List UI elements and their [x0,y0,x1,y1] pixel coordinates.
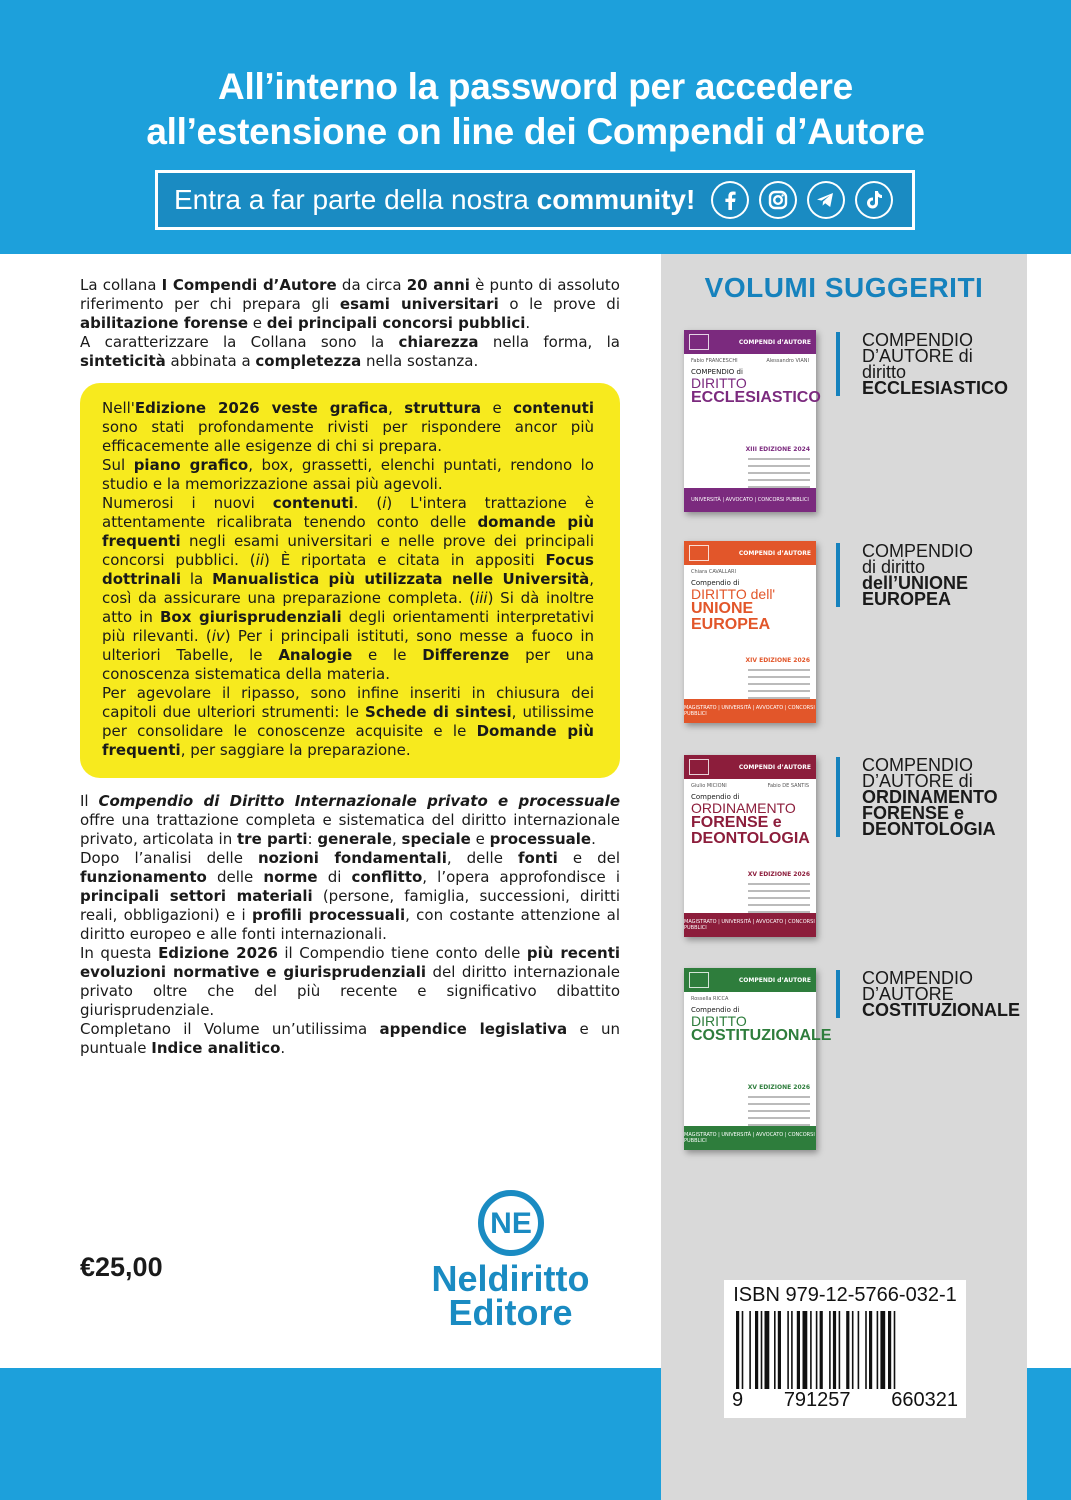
highlights-run: Schede di sintesi [365,703,512,721]
suggested-volumes-title: VOLUMI SUGGERITI [704,272,984,303]
book-author-1: Fabio FRANCESCHI [691,358,738,364]
barcode-bar [888,1311,891,1389]
book-blurb-line: COMPENDIO [862,755,974,775]
book-title-2: UNIONE EUROPEA [691,600,771,633]
description-run: delle [206,868,264,886]
book-blurb-line: COMPENDIO [862,541,974,561]
book-blurb [836,970,1026,1018]
description-run: , con costante attenzione al diritto europeo e alle fonti internazionali. [80,906,620,943]
highlights-run: Manualistica più utilizzata nelle Università [212,570,590,588]
description-run: tre parti [237,830,308,848]
book-blurb-line: FORENSE e [862,803,965,823]
highlights-run: Box giurisprudenziali [160,608,342,626]
description-paragraph [80,1020,620,1058]
description-run: processuale [489,830,592,848]
description-run: . [591,830,596,848]
highlights-run: Focus dottrinali [102,551,594,588]
description-run: più recenti evoluzioni normative e giurisprudenziali [80,944,620,981]
intro-p1-run: esami universitari [339,295,499,313]
book-blurb-line: COMPENDIO [862,330,974,350]
highlights-run: iv [211,627,225,645]
description-run: Il [80,792,99,810]
intro-p1-run: 20 anni [406,276,470,294]
book-cover[interactable] [684,541,816,723]
book-cover[interactable] [684,755,816,937]
book-subtitle: Compendio di [691,579,740,587]
description-run: fonti [517,849,558,867]
book-author-2: Fabio DE SANTIS [767,783,809,789]
intro-p2-run: completezza [255,352,362,370]
barcode-bar [787,1311,789,1389]
book-feature-list [748,883,810,918]
intro-p1-run: da circa [336,276,407,294]
book-cover-footer: UNIVERSITÀ | AVVOCATO | CONCORSI PUBBLICI [691,497,809,503]
headline-line-2: all’estensione on line dei Compendi d’Autore [146,111,925,152]
tiktok-icon[interactable] [855,181,893,219]
highlights-run: , [388,399,405,417]
description-run: Dopo l’analisi delle [80,849,258,867]
intro-p2-run: abbinata a [165,352,256,370]
intro-p2-run: chiarezza [398,333,479,351]
description-run: funzionamento [80,868,207,886]
book-blurb-line: D’AUTORE di [862,346,973,366]
barcode-bar [877,1311,879,1389]
highlights-run: iii [475,589,488,607]
description-run: profili processuali [252,906,406,924]
book-blurb [836,332,1026,396]
highlights-run: per una conoscenza sistematica della materia. [102,646,594,683]
intro-p2-run: sinteticità [80,352,166,370]
intro-p1-run: . [525,314,531,332]
barcode-bar [810,1311,812,1389]
instagram-icon[interactable] [759,181,797,219]
barcode-bar [833,1311,836,1389]
book-author-1: Chiara CAVALLARI [691,569,736,575]
barcode [732,1311,958,1389]
highlights-run: , box, grassetti, elenchi puntati, rendono lo studio e la memorizzazione assai più agevoli. [102,456,594,493]
highlights-run: sono stati profondamente rivisti per rispondere ancor più efficacemente alle esigenze di chi si prepara. [102,418,594,455]
facebook-icon[interactable] [711,181,749,219]
book-publisher-logo-icon [689,334,709,350]
description-run: In questa [80,944,159,962]
highlights-run: domande più frequenti [102,513,594,550]
book-blurb-line: EUROPEA [862,589,952,609]
highlights-run: i [382,494,387,512]
highlights-run: e le [352,646,423,664]
bottom-band-right [1027,1368,1071,1500]
barcode-bar [736,1311,739,1389]
book-blurb-line: COSTITUZIONALE [862,1000,1020,1020]
publisher-name-1: Neldiritto [431,1258,590,1299]
description-paragraph [80,849,620,944]
book-cover-footer: MAGISTRATO | UNIVERSITÀ | AVVOCATO | CONCORSI PUBBLICI [684,1132,815,1144]
barcode-bar [839,1311,841,1389]
book-blurb [836,543,1026,607]
description-run: e [470,830,490,848]
book-authors [691,569,809,575]
book-edition: XIII EDIZIONE 2024 [745,446,810,453]
description-run: nozioni fondamentali [257,849,447,867]
intro-p2-run: nella forma, la [478,333,620,351]
barcode-bar [778,1311,781,1389]
description-run: conflitto [351,868,423,886]
book-cover-header [684,330,816,354]
barcode-bar [791,1311,793,1389]
highlights-run: Domande più frequenti [102,722,594,759]
book-authors [691,996,809,1002]
intro-p1-run: I Compendi d’Autore [161,276,337,294]
book-title-1: DIRITTO [691,375,747,391]
price: €25,00 [80,1252,163,1282]
side-strip [1027,254,1071,1368]
barcode-bar [894,1311,896,1389]
isbn-digits [732,1389,958,1412]
book-cover-footer: MAGISTRATO | UNIVERSITÀ | AVVOCATO | CONCORSI PUBBLICI [684,919,815,931]
barcode-bar [852,1311,854,1389]
isbn-digit-first: 9 [732,1389,744,1411]
book-cover-footer: MAGISTRATO | UNIVERSITÀ | AVVOCATO | CONCORSI PUBBLICI [684,705,815,717]
book-subtitle: Compendio di [691,1006,740,1014]
highlights-paragraph [102,684,594,760]
intro-p1-run: La collana [80,276,162,294]
book-series-brand: COMPENDI d’AUTORE [738,338,811,346]
book-publisher-logo-icon [689,972,709,988]
barcode-bar [858,1311,860,1389]
book-title-1: ORDINAMENTO [691,800,796,816]
barcode-bar [869,1311,872,1389]
book-feature-list [748,669,810,704]
book-edition: XV EDIZIONE 2026 [747,871,810,878]
barcode-bar [820,1311,823,1389]
book-series-brand: COMPENDI d’AUTORE [738,549,811,557]
description-run: del diritto internazionale privato oltre che del più recente e significativo dibattito giurisprudenziale. [80,963,620,1019]
description-run: , delle [446,849,518,867]
highlights-run: ii [255,551,264,569]
description-run: . [280,1039,286,1057]
intro-p1-run: e [248,314,267,332]
description-run: e del [557,849,621,867]
barcode-bar [865,1311,867,1389]
highlights-run: , utilissime per consolidare le conoscenze acquisite e le [102,703,594,740]
book-cover[interactable] [684,330,821,512]
description-run: : [307,830,318,848]
book-author-1: Rossella RICCA [691,996,729,1002]
book-title-1: DIRITTO [691,1013,747,1029]
highlights-run: , così da assicurare una preparazione completa. ( [102,570,594,607]
description-paragraph [80,944,620,1020]
isbn-digits-group-2: 660321 [891,1389,958,1411]
description-run: Compendio di Diritto Internazionale privato e processuale [98,792,620,810]
book-title-1: DIRITTO dell' [691,586,776,602]
book-title-2: FORENSE e DEONTOLOGIA [691,814,810,847]
highlights-run: degli orientamenti interpretativi più rilevanti. ( [102,608,594,645]
description-run: generale [317,830,392,848]
book-blurb-line: D’AUTORE di [862,771,973,791]
highlights-run: struttura [404,399,482,417]
book-blurb-line: diritto [862,362,907,382]
description-run: Edizione 2026 [158,944,278,962]
intro-p2-run: nella sostanza. [361,352,479,370]
barcode-bar [761,1311,763,1389]
description-run: principali settori materiali [80,887,313,905]
book-cover-header [684,755,816,779]
description-run: di [317,868,352,886]
book-subtitle: COMPENDIO di [691,368,743,376]
highlights-run: Nell' [102,399,135,417]
book-author-1: Giulio MICIONI [691,783,727,789]
highlights-run: ) L'intera trattazione è attentamente ricalibrata tenendo conto delle [102,494,594,531]
book-blurb-line: dell’UNIONE [862,573,969,593]
highlights-paragraph [102,399,594,456]
publisher-name-2: Editore [448,1292,573,1333]
book-blurb-line: COMPENDIO [862,968,974,988]
book-cover-body [684,779,816,913]
highlights-run: e [481,399,514,417]
book-authors [691,358,809,364]
highlights-paragraph [102,494,594,684]
isbn-label: ISBN 979-12-5766-032-1 [733,1284,957,1306]
intro-p2-run: A caratterizzare la Collana sono la [80,333,399,351]
description-run: appendice legislativa [379,1020,568,1038]
highlights-run: Differenze [422,646,510,664]
book-cover-header [684,968,816,992]
book-subtitle: Compendio di [691,793,740,801]
intro-p1-run: è punto di assoluto riferimento per chi prepara gli [80,276,620,313]
description-run: , [391,830,402,848]
book-cover-body [684,354,821,488]
community-box [155,170,915,230]
highlights-run: Analogie [278,646,353,664]
headline [0,64,1071,154]
barcode-bar [880,1311,885,1389]
barcode-bar [749,1311,751,1389]
barcode-bar [755,1311,758,1389]
book-cover-body [684,565,816,699]
barcode-bar [829,1311,831,1389]
book-authors [691,783,809,789]
description-run: norme [263,868,318,886]
book-edition: XIV EDIZIONE 2026 [745,657,810,664]
book-cover-body [684,992,832,1126]
book-cover-header [684,541,816,565]
book-series-brand: COMPENDI d’AUTORE [738,763,811,771]
highlights-run: ) Si dà inoltre atto in [102,589,594,626]
highlights-run: ) Per i principali istituti, sono messe a fuoco in ulteriori Tabelle, le [102,627,594,664]
barcode-bar [803,1311,808,1389]
intro-p1-run: abilitazione forense [80,314,249,332]
book-title-2: COSTITUZIONALE [691,1027,832,1044]
intro-p1-run: dei principali concorsi pubblici [266,314,526,332]
book-publisher-logo-icon [689,759,709,775]
book-title-2: ECCLESIASTICO [691,389,821,406]
highlights-run: Numerosi i nuovi [102,494,273,512]
book-publisher-logo-icon [689,545,709,561]
book-blurb-line: ECCLESIASTICO [862,378,1009,398]
highlights-paragraph [102,456,594,494]
highlights-run: piano grafico [133,456,249,474]
book-blurb-line: ORDINAMENTO [862,787,998,807]
telegram-icon[interactable] [807,181,845,219]
book-blurb [836,757,1026,837]
description-paragraph [80,792,620,849]
isbn-barcode-box [724,1280,966,1418]
highlights-run: negli esami universitari e nelle prove dei principali concorsi pubblici. ( [102,532,594,569]
description-run: e un puntuale [80,1020,620,1057]
book-series-brand: COMPENDI d’AUTORE [738,976,811,984]
description-run: il Compendio tiene conto delle [277,944,527,962]
intro-paragraph-1 [80,276,620,333]
description-run: speciale [401,830,471,848]
social-icons [711,181,893,219]
book-edition: XV EDIZIONE 2026 [747,1084,810,1091]
highlights-run: contenuti [272,494,354,512]
highlights-run: Sul [102,456,134,474]
book-author-2: Alessandro VIANI [766,358,809,364]
book-description [80,792,620,1058]
description-run: Indice analitico [151,1039,281,1057]
description-run: Completano il Volume un’utilissima [80,1020,380,1038]
barcode-bar [765,1311,770,1389]
bottom-band [0,1368,661,1500]
barcode-bar [742,1311,744,1389]
headline-line-1: All’interno la password per accedere [218,66,853,107]
community-prefix: Entra a far parte della nostra [174,184,537,215]
description-run: , l’opera approfondisce i [422,868,621,886]
barcode-bar [816,1311,818,1389]
edition-highlights-box [80,383,620,778]
publisher-monogram: NE [489,1207,532,1240]
book-blurb-line: di diritto [862,557,926,577]
book-feature-list [748,458,810,493]
community-text [174,184,695,216]
highlights-run: ) È riportata e citata in appositi [264,551,546,569]
intro-paragraph-2 [80,333,620,371]
isbn-digits-group-1: 791257 [783,1389,851,1411]
book-blurb-line: DEONTOLOGIA [862,819,996,839]
book-blurb-line: D’AUTORE [862,984,954,1004]
book-cover[interactable] [684,968,832,1150]
highlights-run: , per saggiare la preparazione. [180,741,411,759]
intro-p1-run: o le prove di [498,295,621,313]
description-run: offre una trattazione completa e sistematica del diritto internazionale privato, articolata in [80,811,620,848]
barcode-bar [846,1311,849,1389]
barcode-bar [774,1311,776,1389]
publisher-monogram-icon [476,1188,546,1258]
highlights-run: la [181,570,213,588]
description-run: (persone, famiglia, successioni, diritti reali, obbligazioni) e i [80,887,621,924]
highlights-run: Edizione 2026 veste grafica [134,399,389,417]
community-bold: community! [536,184,696,215]
book-feature-list [748,1096,810,1131]
barcode-bar [797,1311,800,1389]
highlights-run: Per agevolare il ripasso, sono infine inseriti in chiusura dei capitoli due ulteriori strumenti: le [102,684,594,721]
highlights-run: . ( [353,494,383,512]
publisher-logo [418,1188,603,1333]
intro-text [80,276,620,371]
highlights-run: contenuti [513,399,594,417]
